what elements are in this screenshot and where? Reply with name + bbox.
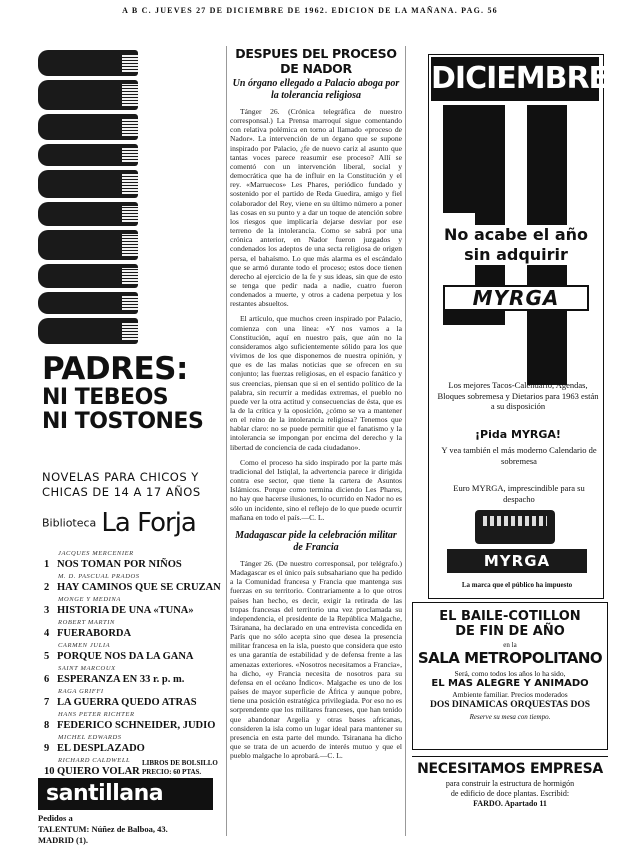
baile-line-1: EL BAILE-COTILLON [439, 609, 581, 624]
necesitamos-body-2: de edificio de doce plantas. Escribid: [450, 789, 570, 798]
headline-line-2: NI TEBEOS [42, 385, 169, 410]
headline-line-1: PADRES: [42, 351, 188, 387]
diciembre-title: DICIEMBRE [431, 57, 599, 101]
book-number: 7 [44, 697, 50, 708]
necesitamos-heading: NECESITAMOS EMPRESA [417, 761, 603, 777]
book-number: 1 [44, 559, 50, 570]
myrga-calendar-note: Y vea también el más moderno Calendario de sobremesa [441, 445, 597, 466]
book-author: RICHARD CALDWELL [58, 757, 131, 764]
book-author: MICHEL EDWARDS [58, 734, 122, 741]
book-title: PORQUE NOS DA LA GANA [57, 651, 194, 662]
book-ranking-list [44, 550, 222, 780]
sala-metropolitano: SALA METROPOLITANO [417, 649, 603, 667]
necesitamos-body-3: FARDO. Apartado 11 [473, 799, 547, 808]
books-stack-illustration [38, 50, 138, 350]
book-title: QUIERO VOLAR [57, 766, 140, 777]
book-title: HISTORIA DE UNA «TUNA» [57, 605, 194, 616]
book-author: RAGA GRIFFI [58, 688, 104, 695]
euro-myrga-note: Euro MYRGA, imprescindible para su despacho [453, 483, 585, 504]
book-author: CARMEN JULIA [58, 642, 111, 649]
list-item [44, 619, 222, 642]
ad-headline [42, 352, 222, 434]
biblioteca-brand [42, 508, 222, 538]
list-item [44, 642, 222, 665]
list-item [44, 688, 222, 711]
book-title: ESPERANZA EN 33 r. p. m. [57, 674, 185, 685]
book-author: MONGE Y MEDINA [58, 596, 121, 603]
baile-line-6: EL MAS ALEGRE Y ANIMADO [431, 678, 589, 689]
book-number: 2 [44, 582, 50, 593]
libros-bolsillo: LIBROS DE BOLSILLO [142, 759, 218, 767]
article-body-2: El artículo, que muchos creen inspirado por Palacio, comienza con una línea: «Y nos vamos a la Constitución, aquí en nuestro país, que aún no la consideramos algo suficientemente sólido para los que vivimos de los que disponemos de nuestra opinión, y que es de las malas noticias que se ofrecen en su conjunto; las fuerzas religiosas, en el espacio fanático y sus creencias, piensan que si en el sentido político de la palabra, sin recurrir a medidas extremas, el pueblo no puede ver la otra actitud y consecuencias de ésta, que es la de la crítica y la oposición, ¿cómo se va a mantener en el reino de la intolerancia religiosa? Tenemos que hablar claro: no se puede permitir que el fanatismo y la intolerancia se impongan por encima del derecho y la libertad de conciencia de cada ciudadano». [230, 314, 402, 452]
baile-line-7: Ambiente familiar. Precios moderados [452, 690, 568, 699]
list-item [44, 734, 222, 757]
article-2-body: Tánger 26. (De nuestro corresponsal, por telégrafo.) Madagascar es el único país subsahariano que ha pedido a la Comunidad francesa y Francia que mantenga sus fuerzas en su territorio. Contrariamente a lo que otros países han hecho, es decir, exigir la retirada de las tropas francesas del territorio una vez proclamada su independencia, el presidente de la República Malgache, Tsiranana, ha declarado en una entrevista concedida en París que no sólo acepta sino que desea la presencia militar francesa en la isla, puesto que considera que esto es una garantía de estabilidad y de defensa frente a las amenazas exteriores. «Nosotros necesitamos a Francia», ha dicho, «y Francia necesita de nosotros para su defensa en el océano Índico». Malgache es uno de los países de mayor superficie de África y aunque pobre, tiene una posición estratégica privilegiada. Por eso no es sorprendente que los militares franceses, que han tenido que abandonar Argelia y otras bases africanas, consideren la isla como un lugar ideal para mantener su presencia en esta parte del mundo. Tsiranana ha dicho que se trata de un acuerdo de interés mutuo y que el pueblo malgache lo aprobará.—C. L. [230, 558, 402, 761]
baile-line-2: DE FIN DE AÑO [455, 624, 565, 639]
list-item [44, 596, 222, 619]
calendar-product-illustration [475, 510, 555, 544]
book-number: 5 [44, 651, 50, 662]
libros-info [142, 759, 218, 777]
pedidos-line-3: MADRID (1). [38, 835, 89, 845]
no-acabe-text: No acabe el año sin adquirir [431, 225, 601, 265]
book-author: M. D. PASCUAL PRADOS [58, 573, 140, 580]
biblioteca-label: Biblioteca [42, 516, 97, 530]
book-title: FUERABORDA [57, 628, 132, 639]
pedidos-address [38, 813, 218, 846]
book-number: 3 [44, 605, 50, 616]
list-item [44, 550, 222, 573]
book-number: 10 [44, 766, 55, 777]
myrga-footer: La marca que el público ha impuesto [461, 581, 573, 589]
santillana-logo: santillana [38, 778, 213, 810]
news-article-column [226, 46, 406, 836]
books-advertisement [38, 40, 221, 845]
list-item [44, 711, 222, 734]
list-item [44, 665, 222, 688]
book-number: 9 [44, 743, 50, 754]
book-author: ROBERT MARTIN [58, 619, 115, 626]
pedidos-line-2: TALENTUM: Núñez de Balboa, 43. [38, 824, 168, 834]
necesitamos-body-1: para construir la estructura de hormigón [445, 779, 575, 788]
book-number: 6 [44, 674, 50, 685]
myrga-calendar-ad [428, 54, 609, 599]
necesitamos-empresa-ad [412, 756, 608, 832]
myrga-banner: MYRGA [447, 549, 587, 573]
book-title: EL DESPLAZADO [57, 743, 145, 754]
baile-line-8: DOS DINAMICAS ORQUESTAS DOS [429, 700, 591, 710]
baile-line-9: Reserve su mesa con tiempo. [469, 713, 551, 721]
article-headline: DESPUES DEL PROCESO DE NADOR [235, 46, 397, 76]
article-body-3: Como el proceso ha sido inspirado por la parte más tradicional del Istiqlal, la advertencia parece ir dirigida contra ese sector, que tiene la cartera de Asuntos Islámicos. Porque como termina diciendo Les Phares, no hay que hacerse ilusiones, lo ocurrido en Nador no es sólo un incidente, sino el reflejo de lo que puede ocurrir mañana en todo el país.—C. L. [230, 457, 402, 522]
myrga-logo: MYRGA [443, 285, 589, 311]
pida-myrga: ¡Pida MYRGA! [475, 428, 561, 441]
book-author: HANS PETER RICHTER [58, 711, 135, 718]
book-title: HAY CAMINOS QUE SE CRUZAN [57, 582, 221, 593]
article-body-1: Tánger 26. (Crónica telegráfica de nuestro corresponsal.) La Prensa marroquí sigue comentando con relativa polémica en torno al llamado «proceso de Nador». La intervención de un órgano que se supone inspirado por Palacio, ¿fe de nuevo cariz al asunto que tantas voces parece reasumir ese proceso? Allí se comentó con un intervención liberal, social y democrática que ha de influir en la Constitución y el rey. «Marruecos» Les Phares, periódico fundado y sostenido por el partido de Reda Guedira, amigo y fiel colaborador del Rey, viene en su último número a poner las cosas en su punto y a dar un toque de atención sobre los riesgos que implicaría dejarse desviar por ese terreno de la intolerancia. Como se sabrá por una crónica anterior, en Nador fueron juzgados y condenados los adeptos de una secta religiosa de origen persa, el bahaísmo. Lo que más alarma es el escándalo que se armó durante todo el proceso; estos doce tienen derecho al ejercicio de la fe y sus ideas, sin que de esto se tenga que pedir nada a nadie, cuatro fueron condenados a muerte, y otros a cadena perpetua y los restantes absueltos. [230, 107, 402, 309]
baile-cotillon-ad [412, 602, 608, 750]
myrga-description: Los mejores Tacos-Calendario, Agendas, Bloques sobremesa y Dietarios para 1963 están a su disposición [437, 380, 599, 411]
pedidos-line-1: Pedidos a [38, 813, 73, 823]
precio: PRECIO: 60 PTAS. [142, 768, 202, 776]
article-2-headline: Madagascar pide la celebración militar de Francia [235, 529, 397, 553]
book-title: FEDERICO SCHNEIDER, JUDIO [57, 720, 216, 731]
book-author: SAINT MARCOUX [58, 665, 116, 672]
list-item [44, 573, 222, 596]
book-author: JACQUES MERCENIER [58, 550, 134, 557]
la-forja-logo: La Forja [101, 508, 196, 538]
headline-line-3: NI TOSTONES [42, 409, 204, 434]
article-subhead: Un órgano ellegado a Palacio aboga por la tolerancia religiosa [232, 78, 400, 101]
book-title: NOS TOMAN POR NIÑOS [57, 559, 182, 570]
baile-line-3: en la [503, 641, 517, 649]
book-number: 4 [44, 628, 50, 639]
baile-line-5: Será, como todos los años lo ha sido, [454, 669, 566, 678]
page-header: A B C. JUEVES 27 DE DICIEMBRE DE 1962. EDICION DE LA MAÑANA. PAG. 56 [122, 6, 498, 15]
book-number: 8 [44, 720, 50, 731]
novelas-tagline: NOVELAS PARA CHICOS Y CHICAS DE 14 A 17 AÑOS [42, 470, 201, 499]
book-title: LA GUERRA QUEDO ATRAS [57, 697, 197, 708]
